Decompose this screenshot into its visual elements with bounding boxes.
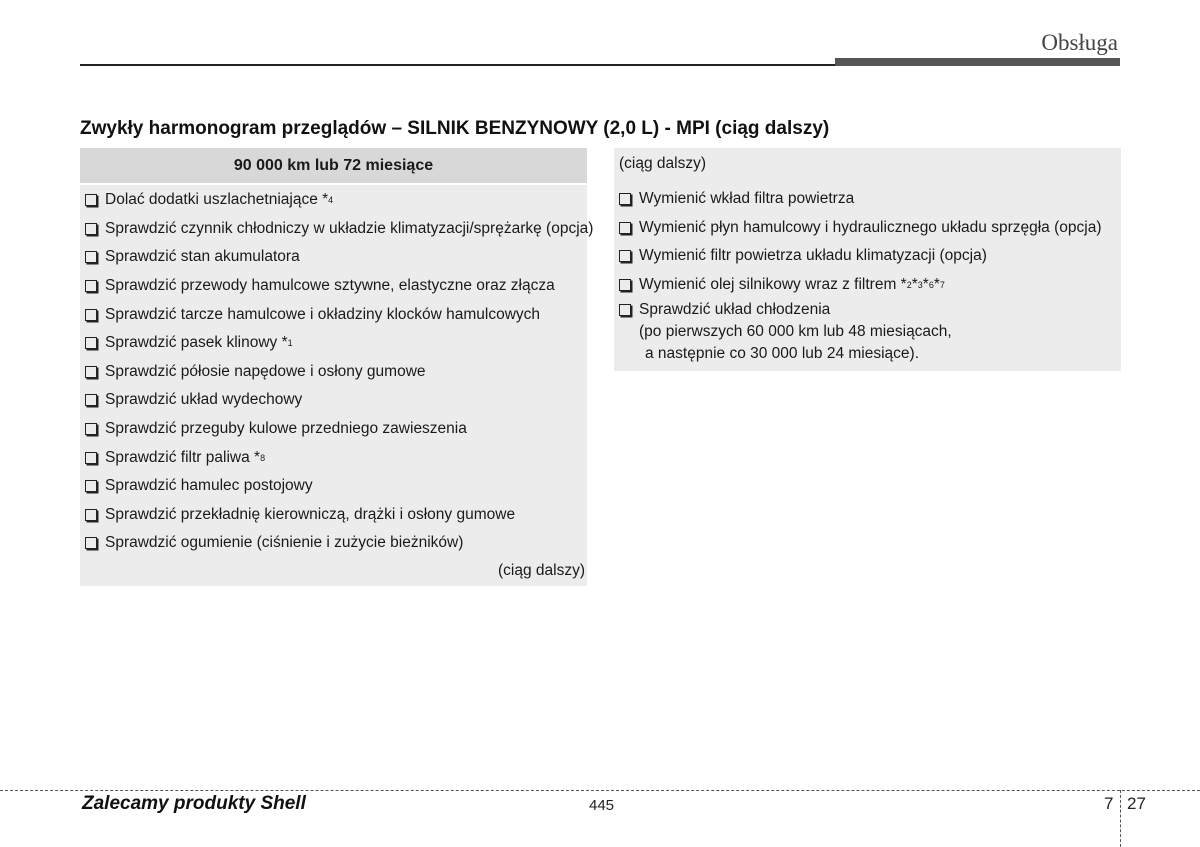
item-text: Sprawdzić układ chłodzenia	[639, 301, 831, 319]
item-text: Sprawdzić półosie napędowe i osłony gumowe	[105, 362, 426, 380]
checkbox-icon	[85, 480, 97, 492]
page-title: Zwykły harmonogram przeglądów – SILNIK BENZYNOWY (2,0 L) - MPI (ciąg dalszy)	[80, 118, 830, 139]
checkbox-icon	[619, 279, 631, 291]
checkbox-icon	[85, 337, 97, 349]
list-item: Wymienić olej silnikowy wraz z filtrem * 2 * 3 * 6 * 7	[617, 271, 1102, 300]
list-item	[617, 214, 1102, 243]
checkbox-icon	[85, 223, 97, 235]
checkbox-icon	[85, 423, 97, 435]
list-item	[617, 299, 1102, 365]
item-text: Sprawdzić stan akumulatora	[105, 248, 300, 266]
item-text: Sprawdzić pasek klinowy *	[105, 334, 288, 352]
continued-note: (ciąg dalszy)	[498, 562, 585, 579]
item-text: Wymienić płyn hamulcowy i hydraulicznego układu sprzęgła (opcja)	[639, 218, 1102, 236]
checklist	[617, 185, 1102, 365]
chapter-page-number: 27	[1127, 794, 1146, 813]
list-item: Dolać dodatki uszlachetniające * 4	[83, 186, 593, 215]
list-item	[83, 215, 593, 244]
item-text: Sprawdzić hamulec postojowy	[105, 477, 313, 495]
checkbox-icon	[85, 509, 97, 521]
item-text: Wymienić olej silnikowy wraz z filtrem *	[639, 276, 907, 294]
chapter-number: 7	[1104, 794, 1114, 813]
panel-heading: 90 000 km lub 72 miesiące	[80, 148, 587, 185]
list-item	[83, 529, 593, 558]
list-item	[83, 358, 593, 387]
item-note: (po pierwszych 60 000 km lub 48 miesiącach,	[639, 323, 952, 341]
item-text: Sprawdzić przeguby kulowe przedniego zawieszenia	[105, 420, 467, 438]
checklist	[83, 186, 593, 558]
checkbox-icon	[85, 194, 97, 206]
footer-brand: Zalecamy produkty Shell	[82, 793, 306, 814]
header-rule	[80, 64, 835, 66]
list-item	[83, 272, 593, 301]
section-title: Obsługa	[1041, 30, 1118, 55]
checkbox-icon	[85, 366, 97, 378]
checkbox-icon	[85, 452, 97, 464]
continued-label: (ciąg dalszy)	[619, 155, 706, 172]
checkbox-icon	[85, 309, 97, 321]
list-item	[617, 185, 1102, 214]
checkbox-icon	[85, 394, 97, 406]
list-item	[83, 386, 593, 415]
checkbox-icon	[85, 537, 97, 549]
item-text: Sprawdzić czynnik chłodniczy w układzie klimatyzacji/sprężarkę (opcja)	[105, 219, 594, 237]
list-item	[83, 415, 593, 444]
checkbox-icon	[85, 280, 97, 292]
list-item	[617, 242, 1102, 271]
item-text: Sprawdzić filtr paliwa *	[105, 448, 261, 466]
checkbox-icon	[619, 304, 631, 316]
footnote-star: *	[911, 276, 918, 294]
item-text: Dolać dodatki uszlachetniające *	[105, 191, 329, 209]
footer-vertical-divider	[1120, 790, 1121, 847]
list-item	[83, 300, 593, 329]
page-number: 445	[589, 797, 615, 814]
footnote-star: *	[933, 276, 940, 294]
header-rule-accent	[835, 58, 1120, 66]
item-text: Sprawdzić ogumienie (ciśnienie i zużycie bieżników)	[105, 534, 464, 552]
checkbox-icon	[85, 251, 97, 263]
item-text: Sprawdzić układ wydechowy	[105, 391, 303, 409]
checkbox-icon	[619, 193, 631, 205]
checkbox-icon	[619, 250, 631, 262]
list-item: Sprawdzić filtr paliwa * 8	[83, 443, 593, 472]
checkbox-icon	[619, 222, 631, 234]
item-text: Sprawdzić przewody hamulcowe sztywne, elastyczne oraz złącza	[105, 277, 555, 295]
schedule-panel-90000	[80, 148, 594, 586]
list-item	[83, 243, 593, 272]
footnote-star: *	[922, 276, 929, 294]
list-item	[83, 472, 593, 501]
schedule-panel-continued	[614, 148, 1121, 371]
item-text: Sprawdzić przekładnię kierowniczą, drążki i osłony gumowe	[105, 505, 516, 523]
item-text: Sprawdzić tarcze hamulcowe i okładziny klocków hamulcowych	[105, 305, 541, 323]
item-text: Wymienić filtr powietrza układu klimatyzacji (opcja)	[639, 247, 987, 265]
list-item	[83, 501, 593, 530]
list-item: Sprawdzić pasek klinowy * 1	[83, 329, 593, 358]
item-note: a następnie co 30 000 lub 24 miesiące).	[645, 345, 920, 363]
item-text: Wymienić wkład filtra powietrza	[639, 190, 855, 208]
footer-divider	[0, 790, 1200, 791]
